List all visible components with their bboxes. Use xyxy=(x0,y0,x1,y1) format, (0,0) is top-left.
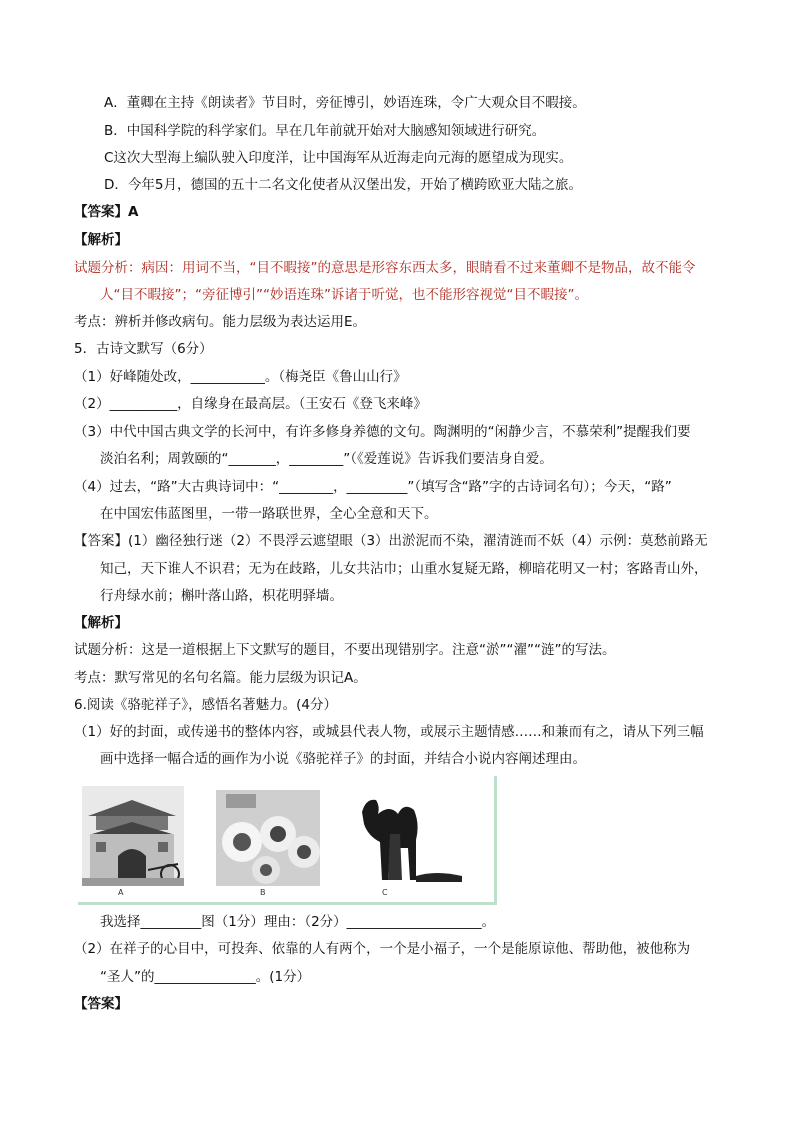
caption-a: A xyxy=(118,888,124,897)
cover-options-figure xyxy=(78,776,497,905)
q6-item-2-line-1: （2）在祥子的心目中，可投奔、依靠的人有两个，一个是小福子，一个是能原谅他、帮助他，被他称为 xyxy=(74,941,691,957)
q4-analysis-line-1: 试题分析：病因：用词不当，“目不暇接”的意思是形容东西太多，眼睛看不过来董卿不是物品，故不能令 xyxy=(74,260,696,276)
picture-b-sunflowers xyxy=(216,790,320,886)
q6-item-1-line-2: 画中选择一幅合适的画作为小说《骆驼祥子》的封面，并结合小说内容阐述理由。 xyxy=(100,751,586,767)
q4-analysis-line-2: 人“目不暇接”；“旁征博引”“妙语连珠”诉诸于听觉，也不能形容视觉“目不暇接”。 xyxy=(100,287,588,303)
q5-title: 5．古诗文默写（6分） xyxy=(74,341,213,357)
caption-c: C xyxy=(382,888,388,897)
q5-answer-line-2: 知己，天下谁人不识君；无为在歧路，儿女共沾巾；山重水复疑无路，柳暗花明又一村；客路青山外， xyxy=(100,561,708,577)
camel-man-illustration xyxy=(346,784,464,888)
caption-b: B xyxy=(260,888,266,897)
q5-item-4-line-1: （4）过去，“路”大古典诗词中：“________，_________”（填写含“路”字的古诗词名句）；今天，“路” xyxy=(74,479,672,495)
q6-choice-line: 我选择_________图（1分）理由：（2分）____________________。 xyxy=(100,914,496,930)
q4-kaodian: 考点：辨析并修改病句。能力层级为表达运用E。 xyxy=(74,314,367,330)
q5-analysis: 试题分析：这是一道根据上下文默写的题目，不要出现错别字。注意“淤”“濯”“涟”的写法。 xyxy=(74,642,616,658)
q5-answer-line-3: 行舟绿水前；槲叶落山路，枳花明驿墙。 xyxy=(100,588,343,604)
q6-item-1-line-1: （1）好的封面，或传递书的整体内容，或城县代表人物，或展示主题情感……和兼而有之，请从下列三幅 xyxy=(74,724,704,740)
q5-kaodian: 考点：默写常见的名句名篇。能力层级为识记A。 xyxy=(74,670,367,686)
q6-title: 6.阅读《骆驼祥子》，感悟名著魅力。(4分） xyxy=(74,697,337,713)
q6-item-2-line-2: “圣人”的_______________。(1分） xyxy=(100,969,311,985)
q5-item-4-line-2: 在中国宏伟蓝图里，一带一路联世界，全心全意和天下。 xyxy=(100,506,438,522)
gate-rickshaw-illustration xyxy=(82,786,184,886)
picture-c-camel-and-man xyxy=(346,784,464,888)
q5-answer-line-1: 【答案】(1）幽径独行迷（2）不畏浮云遮望眼（3）出淤泥而不染，濯清涟而不妖（4）示例：莫愁前路无 xyxy=(74,533,708,549)
q4-option-a: A．董卿在主持《朗读者》节目时，旁征博引，妙语连珠，令广大观众目不暇接。 xyxy=(104,95,586,111)
q4-analysis-heading: 【解析】 xyxy=(74,232,128,248)
q5-item-2: （2）__________，自缘身在最高层。（王安石《登飞来峰》 xyxy=(74,396,427,412)
q4-option-b: B．中国科学院的科学家们。早在几年前就开始对大脑感知领域进行研究。 xyxy=(104,123,546,139)
q6-answer: 【答案】 xyxy=(74,996,128,1012)
q5-item-3-line-2: 淡泊名利；周敦颐的“_______，________”（《爱莲说》告诉我们要洁身自爱。 xyxy=(100,451,553,467)
q4-option-c: C这次大型海上编队驶入印度洋，让中国海军从近海走向元海的愿望成为现实。 xyxy=(104,150,573,166)
q5-item-3-line-1: （3）中代中国古典文学的长河中，有许多修身养德的文句。陶渊明的“闲静少言，不慕荣利”提醒我们要 xyxy=(74,424,691,440)
q5-analysis-heading: 【解析】 xyxy=(74,615,128,631)
q4-option-d: D．今年5月，德国的五十二名文化使者从汉堡出发，开始了横跨欧亚大陆之旅。 xyxy=(104,177,582,193)
q4-answer: 【答案】A xyxy=(74,204,139,220)
q5-item-1: （1）好峰随处改，___________。（梅尧臣《鲁山山行》 xyxy=(74,369,407,385)
picture-a-gate-and-rickshaw xyxy=(82,786,184,886)
sunflowers-illustration xyxy=(216,790,320,886)
